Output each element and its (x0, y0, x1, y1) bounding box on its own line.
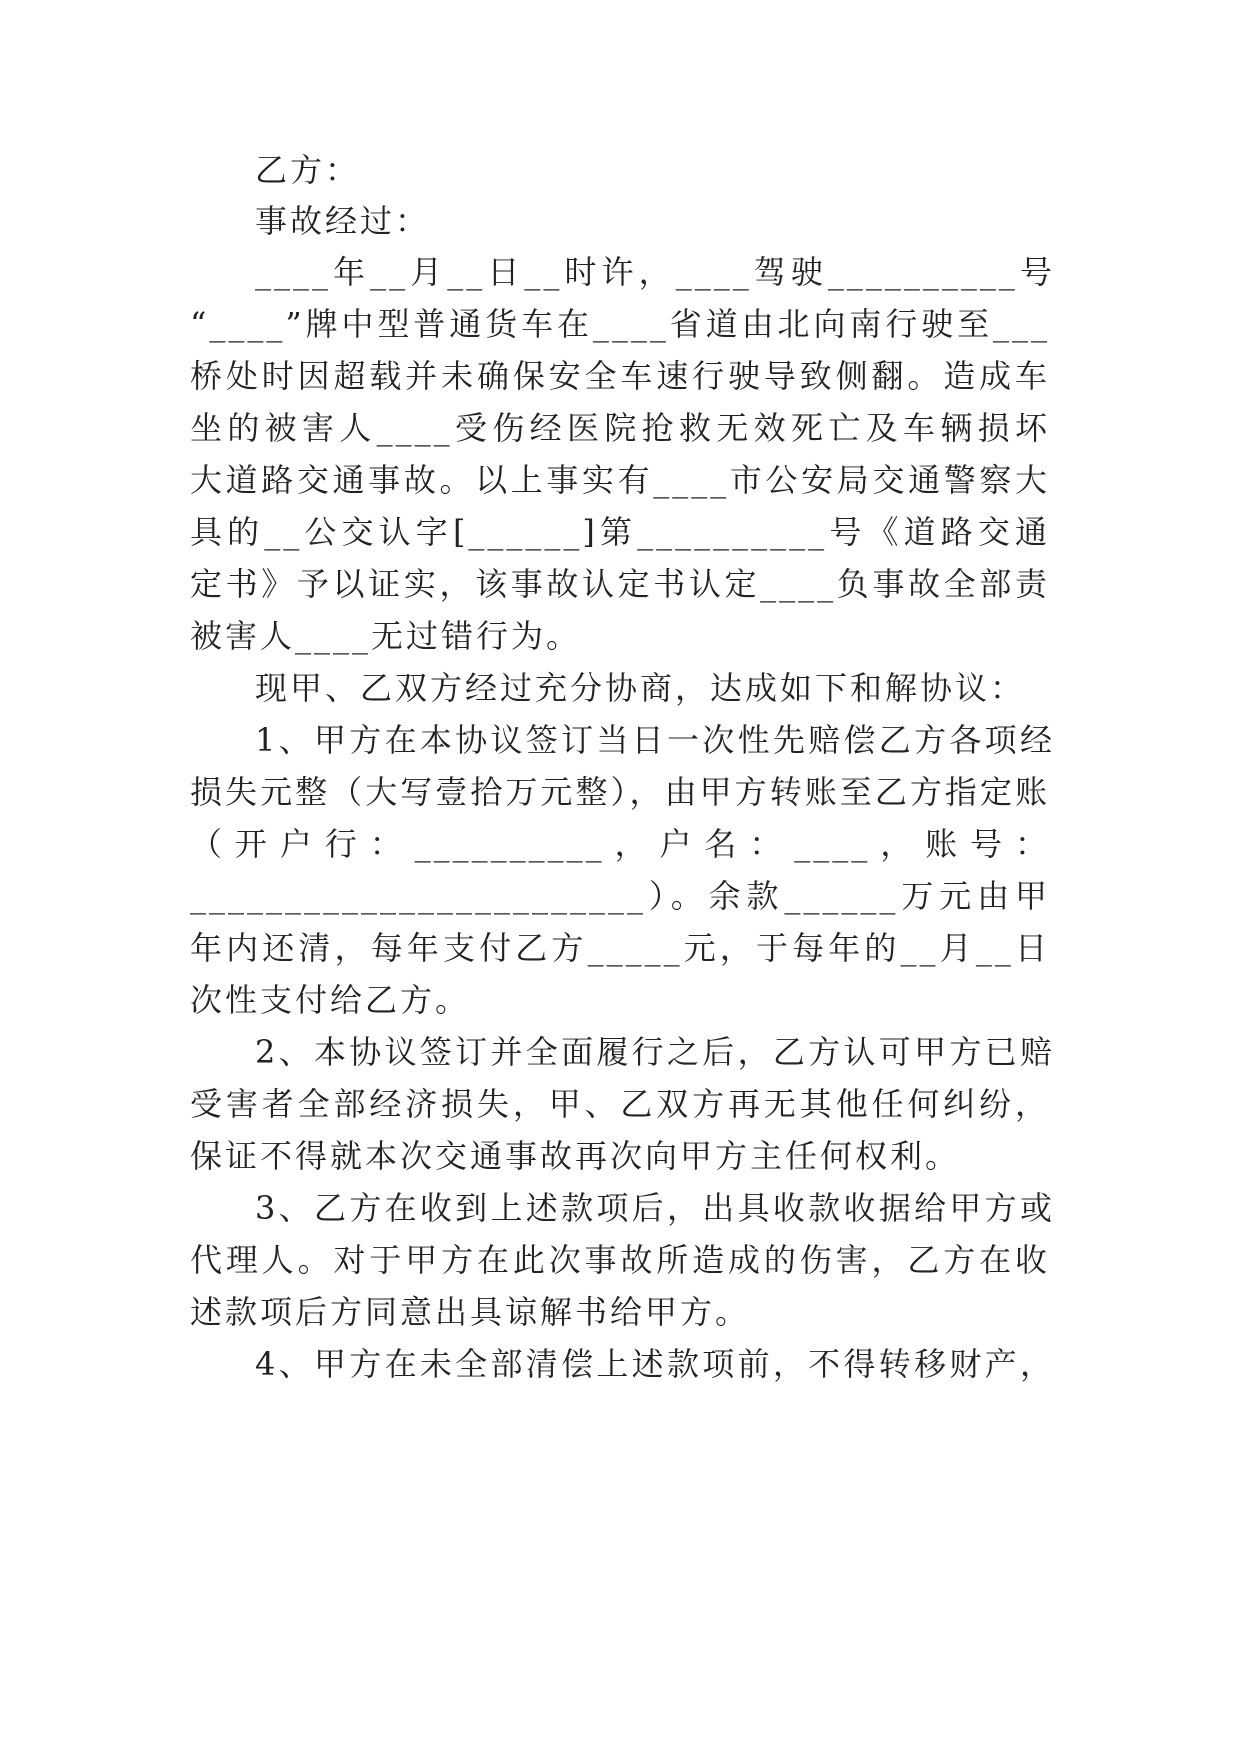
party-b-label: 乙方： (255, 151, 361, 189)
paragraph-line: 大道路交通事故。以上事实有____市公安局交通警察大 (190, 461, 1050, 499)
paragraph-line: ____年__月__日__时许，____驾驶__________号 (255, 253, 1055, 291)
accident-heading: 事故经过： (255, 202, 431, 240)
clause-3-line: 述款项后方同意出具谅解书给甲方。 (190, 1293, 751, 1331)
paragraph-line: 桥处时因超载并未确保安全车速行驶导致侧翻。造成车 (190, 357, 1050, 395)
paragraph-line: “____”牌中型普通货车在____省道由北向南行驶至___ (190, 305, 1050, 343)
paragraph-line: 坐的被害人____受伤经医院抢救无效死亡及车辆损坏 (190, 409, 1050, 447)
clause-4-line: 4、甲方在未全部清偿上述款项前，不得转移财产， (255, 1345, 1055, 1383)
agreement-intro: 现甲、乙双方经过充分协商，达成如下和解协议： (255, 669, 1026, 707)
clause-2-line: 2、本协议签订并全面履行之后，乙方认可甲方已赔 (255, 1033, 1055, 1071)
clause-3-line: 3、乙方在收到上述款项后，出具收款收据给甲方或 (255, 1189, 1055, 1227)
paragraph-line: 定书》予以证实，该事故认定书认定____负事故全部责 (190, 565, 1050, 603)
clause-1-line: 年内还清，每年支付乙方_____元，于每年的__月__日 (190, 929, 1050, 967)
clause-1-line: 1、甲方在本协议签订当日一次性先赔偿乙方各项经 (255, 721, 1055, 759)
clause-3-line: 代理人。对于甲方在此次事故所造成的伤害，乙方在收 (190, 1241, 1050, 1279)
clause-1-line: （开户行：__________，户名：____，账号： (190, 825, 1050, 863)
paragraph-line: 具的__公交认字[______]第__________号《道路交通 (190, 513, 1050, 551)
paragraph-line: 被害人____无过错行为。 (190, 617, 582, 655)
clause-1-line: 损失元整（大写壹拾万元整），由甲方转账至乙方指定账 (190, 773, 1050, 811)
clause-2-line: 受害者全部经济损失，甲、乙双方再无其他任何纠纷， (190, 1085, 1050, 1123)
clause-1-line: ________________________）。余款______万元由甲 (190, 877, 1050, 915)
clause-2-line: 保证不得就本次交通事故再次向甲方主任何权利。 (190, 1137, 961, 1175)
clause-1-line: 次性支付给乙方。 (190, 981, 471, 1019)
